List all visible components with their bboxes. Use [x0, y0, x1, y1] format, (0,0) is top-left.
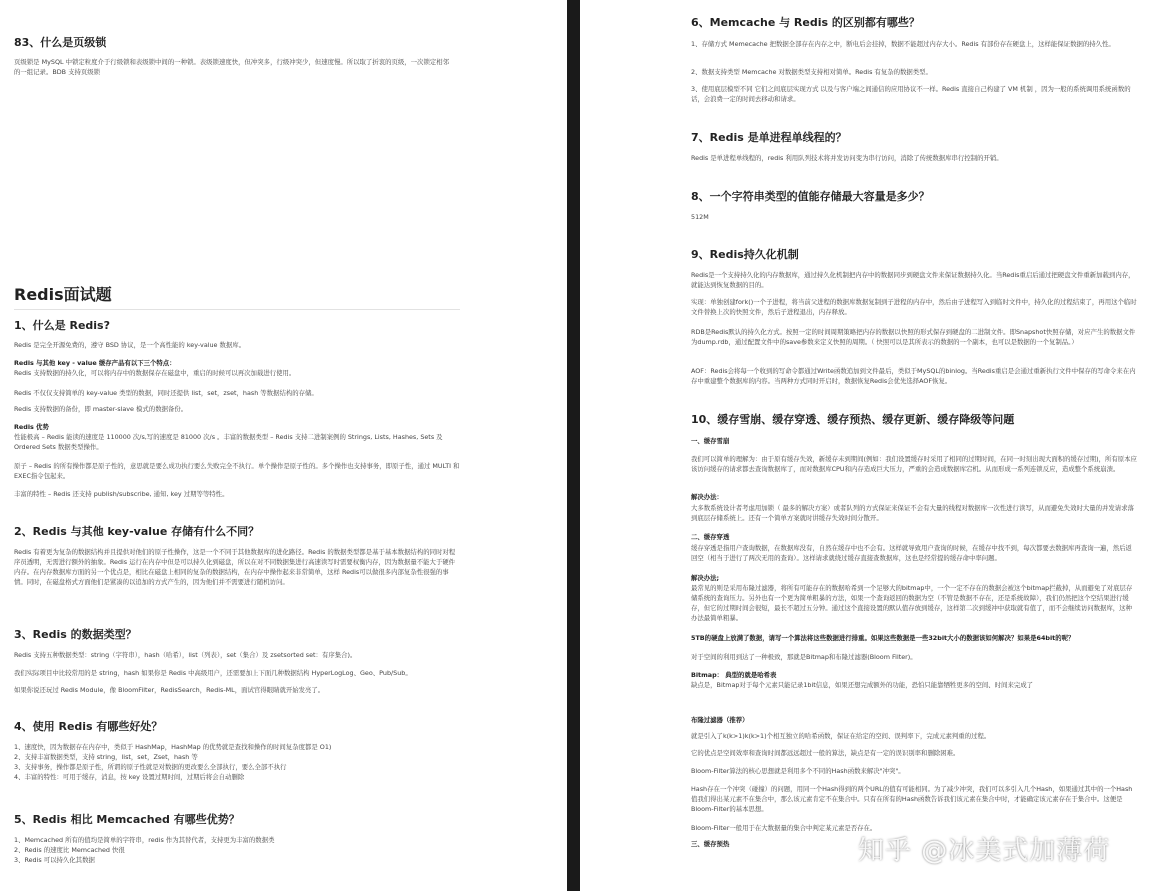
s10-title: 10、缓存雪崩、缓存穿透、缓存预热、缓存更新、缓存降级等问题: [691, 413, 1015, 426]
s1-p3: Redis 支持数据的持久化，可以将内存中的数据保存在磁盘中，重启的时候可以再次加载进行使用。: [14, 369, 296, 377]
s6-title: 6、Memcache 与 Redis 的区别都有哪些？: [691, 16, 920, 29]
s9-p4: AOF：Redis会将每一个收到的写命令都通过Write函数追加到文件最后，类似于MySQL的binlog。当Redis重启是会通过重新执行文件中保存的写命令来在内存中重建整个数据库的内容。当两种方式同时开启时，数据恢复Redis会优先选择AOF恢复。: [691, 367, 1136, 385]
watermark-text: 知乎 @冰美式加薄荷: [858, 836, 1111, 866]
s10-p1: 我们可以简单的理解为：由于原有缓存失效，新缓存未到期间(例如：我们设置缓存时采用了相同的过期时间，在同一时刻出现大面积的缓存过期)，所有原本应该访问缓存的请求都去查询数据库了，而对数据库CPU和内存造成巨大压力，严重的会造成数据库宕机。从而形成一系列连锁反应，造成整个系统崩溃。: [691, 455, 1137, 473]
s6-p1: 1、存储方式 Memecache 把数据全部存在内存之中，断电后会挂掉，数据不能超过内存大小。Redis 有部份存在硬盘上，这样能保证数据的持久性。: [691, 40, 1115, 48]
s10-p8: 就是引入了k(k>1)k(k>1)个相互独立的哈希函数，保证在给定的空间、误判率下，完成元素判重的过程。: [691, 732, 991, 740]
s1-p4: Redis 不仅仅支持简单的 key-value 类型的数据，同时还提供 list，set，zset，hash 等数据结构的存储。: [14, 389, 318, 397]
s10-p2: 大多数系统设计者考虑用加锁（ 最多的解决方案）或者队列的方式保证来保证不会有大量的线程对数据库一次性进行读写，从而避免失效时大量的并发请求落到底层存储系统上。还有一个简单方案就时讲缓存失效时间分散开。: [691, 504, 1134, 522]
s10-h3: 二、缓存穿透: [691, 533, 730, 541]
s1-p6: Redis 优势: [14, 423, 49, 431]
s5-item: 1、Memcached 所有的值均是简单的字符串，redis 作为其替代者，支持更为丰富的数据类: [14, 836, 275, 844]
s10-p3: 缓存穿透是指用户查询数据，在数据库没有，自然在缓存中也不会有。这样就导致用户查询的时候，在缓存中找不到，每次都要去数据库再查询一遍，然后返回空（相当于进行了两次无用的查询）。这样请求就绕过缓存直接查数据库，这也是经常提的缓存命中率问题。: [691, 544, 1132, 562]
s10-h1: 一、缓存雪崩: [691, 437, 730, 445]
s3-p3: 如果你说还玩过 Redis Module，像 BloomFilter，RedisSearch，Redis-ML，面试官得眼睛就开始发亮了。: [14, 686, 325, 694]
s10-h6: 布隆过滤器（推荐）: [691, 716, 749, 724]
s10-p11: Hash存在一个冲突（碰撞）的问题，用同一个Hash得到的两个URL的值有可能相同。为了减少冲突，我们可以多引入几个Hash，如果通过其中的一个Hash值我们得出某元素不在集合中，那么该元素肯定不在集合中。只有在所有的Hash函数告诉我们该元素在集合中时，才能确定该元素存在于集合中。这便是Bloom-Filter的基本思想。: [691, 785, 1133, 813]
s4-title: 4、使用 Redis 有哪些好处？: [14, 720, 163, 733]
left-page: [0, 0, 567, 891]
s6-p3: 3、使用底层模型不同 它们之间底层实现方式 以及与客户端之间通信的应用协议不一样。Redis 直接自己构建了 VM 机制 ，因为一般的系统调用系统函数的话，会浪费一定的时间去移动和请求。: [691, 85, 1131, 103]
s10-p7: 缺点是，Bitmap对于每个元素只能记录1bit信息，如果还想完成额外的功能，恐怕只能靠牺牲更多的空间、时间来完成了: [691, 681, 1034, 689]
q83-text: 页级锁是 MySQL 中锁定粒度介于行级锁和表级锁中间的一种锁。表级锁速度快，但冲突多，行级冲突少，但速度慢。所以取了折衷的页级，一次锁定相邻的一组记录。BDB 支持页级锁: [14, 58, 450, 76]
s8-p1: 512M: [691, 213, 709, 221]
s9-title: 9、Redis持久化机制: [691, 248, 799, 261]
s1-title: 1、什么是 Redis?: [14, 319, 110, 332]
s1-p5: Redis 支持数据的备份，即 master-slave 模式的数据备份。: [14, 405, 188, 413]
s3-title: 3、Redis 的数据类型？: [14, 628, 137, 641]
s9-p2: 实现：单独创建fork()一个子进程，将当前父进程的数据库数据复制到子进程的内存中，然后由子进程写入到临时文件中，持久化的过程结束了，再用这个临时文件替换上次的快照文件，然后子进程退出，内存释放。: [691, 298, 1137, 316]
s10-p5: 5TB的硬盘上放满了数据，请写一个算法将这些数据进行排重。如果这些数据是一些32bit大小的数据该如何解决？如果是64bit的呢？: [691, 634, 1075, 642]
s1-p8: 原子 – Redis 的所有操作都是原子性的，意思就是要么成功执行要么失败完全不执行。单个操作是原子性的。多个操作也支持事务，即原子性，通过 MULTI 和 EXEC指令包起来。: [14, 462, 460, 480]
s7-p1: Redis 是单进程单线程的，redis 利用队列技术将并发访问变为串行访问，消除了传统数据库串行控制的开销。: [691, 154, 1003, 162]
s2-title: 2、Redis 与其他 key-value 存储有什么不同？: [14, 525, 260, 538]
s10-p12: Bloom-Filter一般用于在大数据量的集合中判定某元素是否存在。: [691, 824, 877, 832]
s1-p1: Redis 是完全开源免费的，遵守 BSD 协议，是一个高性能的 key-value 数据库。: [14, 341, 246, 349]
s4-item: 1、速度快，因为数据存在内存中，类似于 HashMap，HashMap 的优势就是查找和操作的时间复杂度都是 O1): [14, 743, 332, 751]
s4-item: 3、支持事务，操作都是原子性，所谓的原子性就是对数据的更改要么全部执行，要么全部不执行: [14, 763, 287, 771]
s10-p10: Bloom-Filter算法的核心思想就是利用多个不同的Hash函数来解决"冲突"。: [691, 767, 905, 775]
s3-p1: Redis 支持五种数据类型：string（字符串），hash（哈希），list（列表），set（集合）及 zsetsorted set：有序集合)。: [14, 651, 357, 659]
s1-p7: 性能极高 – Redis 能读的速度是 110000 次/s,写的速度是 81000 次/s 。丰富的数据类型 – Redis 支持二进制案例的 Strings, Lists, Hashes, Sets 及 Ordered Sets 数据类型操作。: [14, 433, 443, 451]
s9-p1: Redis是一个支持持久化的内存数据库，通过持久化机制把内存中的数据同步到硬盘文件来保证数据持久化。当Redis重启后通过把硬盘文件重新加载到内存，就能达到恢复数据的目的。: [691, 271, 1135, 289]
s5-item: 2、Redis 的速度比 Memcached 快很: [14, 846, 125, 854]
s3-p2: 我们实际项目中比较常用的是 string，hash 如果你是 Redis 中高级用户，还需要加上下面几种数据结构 HyperLogLog、Geo、Pub/Sub。: [14, 669, 412, 677]
s2-p1: Redis 有着更为复杂的数据结构并且提供对他们的原子性操作，这是一个不同于其他数据库的进化路径。Redis 的数据类型都是基于基本数据结构的同时对程序员透明，无需进行额外的抽象。Redis 运行在内存中但是可以持久化到磁盘，所以在对不同数据集进行高速读写时需要权衡内存，因为数据量不能大于硬件内存。在内存数据库方面的另一个优点是，相比在磁盘上相同的复杂的数据结构，在内存中操作起来非常简单，这样 Redis可以做很多内部复杂性很强的事情。同时，在磁盘格式方面他们是紧凑的以追加的方式产生的，因为他们并不需要进行随机访问。: [14, 548, 456, 586]
s4-item: 4、丰富的特性：可用于缓存，消息，按 key 设置过期时间，过期后将会自动删除: [14, 773, 245, 781]
s10-p9: 它的优点是空间效率和查询时间都远远超过一般的算法，缺点是有一定的误识别率和删除困难。: [691, 749, 960, 757]
main-title: Redis面试题: [14, 285, 112, 304]
s7-title: 7、Redis 是单进程单线程的？: [691, 131, 847, 144]
s10-p4: 最常见的则是采用布隆过滤器，将所有可能存在的数据哈希到一个足够大的bitmap中，一个一定不存在的数据会被这个bitmap拦截掉，从而避免了对底层存储系统的查询压力。另外也有一个更为简单粗暴的方法，如果一个查询返回的数据为空（不管是数据不存在，还是系统故障），我们仍然把这个空结果进行缓存，但它的过期时间会很短，最长不超过五分钟。通过这个直接设置的默认值存放到缓存，这样第二次到缓冲中获取就有值了，而不会继续访问数据库，这种办法最简单粗暴。: [691, 584, 1133, 622]
s10-h7: 三、缓存预热: [691, 840, 730, 848]
s4-item: 2、支持丰富数据类型，支持 string，list，set，Zset，hash 等: [14, 753, 198, 761]
title-rule: [14, 309, 460, 310]
s5-title: 5、Redis 相比 Memcached 有哪些优势？: [14, 813, 240, 826]
s10-h5: Bitmap： 典型的就是哈希表: [691, 671, 777, 679]
s10-p6: 对于空间的利用到达了一种极致，那就是Bitmap和布隆过滤器(Bloom Filter)。: [691, 653, 917, 661]
s10-h2: 解决办法：: [691, 493, 723, 501]
s6-p2: 2、数据支持类型 Memcache 对数据类型支持相对简单。Redis 有复杂的数据类型。: [691, 68, 932, 76]
s1-p9: 丰富的特性 – Redis 还支持 publish/subscribe, 通知, key 过期等等特性。: [14, 490, 229, 498]
right-page: [580, 0, 1150, 891]
s1-p2: Redis 与其他 key - value 缓存产品有以下三个特点：: [14, 359, 176, 367]
s8-title: 8、一个字符串类型的值能存储最大容量是多少？: [691, 190, 930, 203]
s5-item: 3、Redis 可以持久化其数据: [14, 856, 95, 864]
s9-p3: RDB是Redis默认的持久化方式。按照一定的时间周期策略把内存的数据以快照的形式保存到硬盘的二进制文件。即Snapshot快照存储，对应产生的数据文件为dump.rdb，通过配置文件中的save参数来定义快照的周期。（ 快照可以是其所表示的数据的一个副本，也可以是数据的一个复制品。）: [691, 328, 1136, 346]
q83-title: 83、什么是页级锁: [14, 36, 107, 49]
s10-h4: 解决办法;: [691, 574, 720, 582]
page-divider: [567, 0, 580, 891]
